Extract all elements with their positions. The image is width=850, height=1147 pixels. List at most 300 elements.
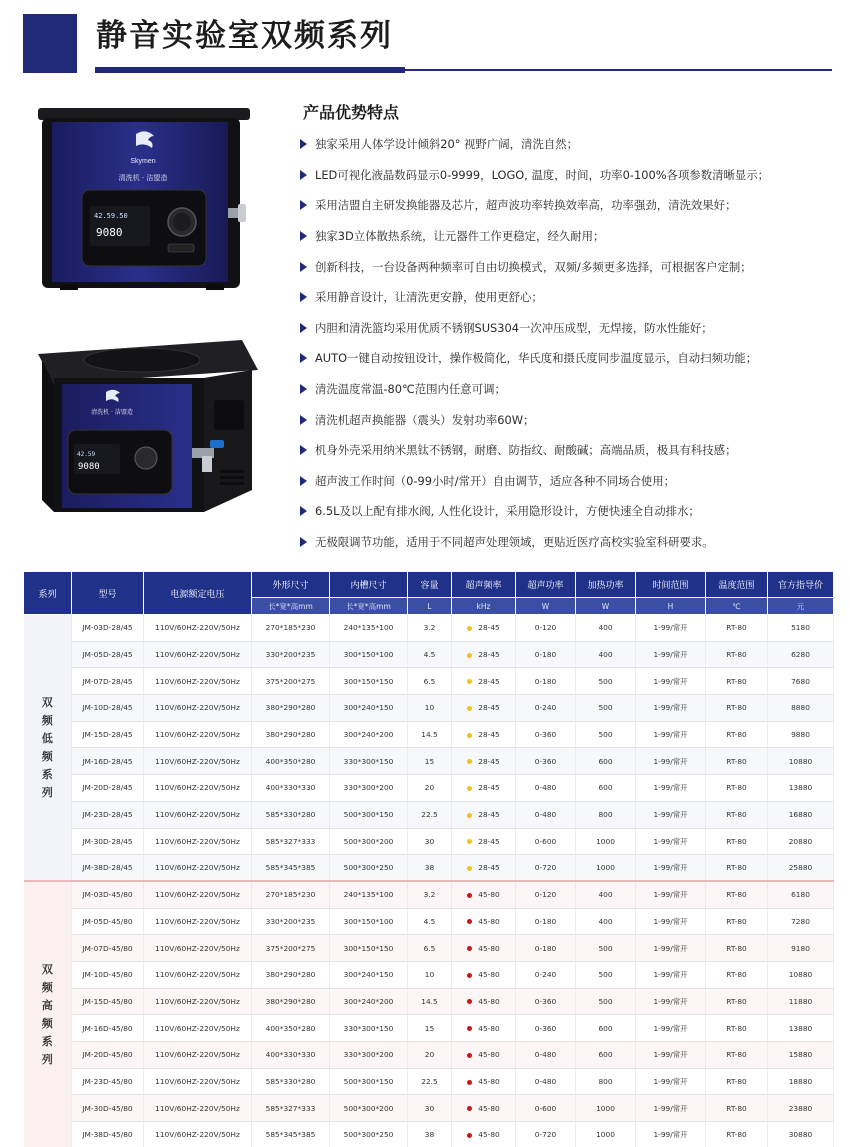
cell-time-range: 1-99/常开 (636, 721, 706, 748)
cell-heating-power: 1000 (576, 855, 636, 882)
frequency-dot-icon (467, 679, 472, 684)
cell-frequency: 28-45 (452, 748, 516, 775)
cell-voltage: 110V/60HZ-220V/50Hz (144, 935, 252, 962)
cell-voltage: 110V/60HZ-220V/50Hz (144, 1095, 252, 1122)
svg-text:9080: 9080 (78, 462, 100, 472)
cell-ultrasonic-power: 0-180 (516, 935, 576, 962)
frequency-dot-icon (467, 1053, 472, 1058)
table-row (24, 1122, 834, 1147)
cell-frequency: 45-80 (452, 1122, 516, 1147)
cell-temp-range: RT-80 (706, 775, 768, 802)
cell-temp-range: RT-80 (706, 615, 768, 642)
cell-voltage: 110V/60HZ-220V/50Hz (144, 695, 252, 722)
cell-outer-size: 585*327*333 (252, 828, 330, 855)
cell-time-range: 1-99/常开 (636, 1068, 706, 1095)
table-row (24, 908, 834, 935)
frequency-dot-icon (467, 733, 472, 738)
cell-heating-power: 600 (576, 775, 636, 802)
cell-time-range: 1-99/常开 (636, 988, 706, 1015)
table-row (24, 855, 834, 882)
cell-outer-size: 400*350*280 (252, 748, 330, 775)
cell-time-range: 1-99/常开 (636, 881, 706, 908)
cell-price: 16880 (768, 801, 834, 828)
cell-temp-range: RT-80 (706, 721, 768, 748)
cell-temp-range: RT-80 (706, 1015, 768, 1042)
cell-inner-size: 330*300*200 (330, 1042, 408, 1069)
cell-ultrasonic-power: 0-240 (516, 695, 576, 722)
cell-heating-power: 800 (576, 1068, 636, 1095)
cell-heating-power: 600 (576, 748, 636, 775)
cell-frequency: 45-80 (452, 1095, 516, 1122)
cell-capacity: 6.5 (408, 935, 452, 962)
cell-time-range: 1-99/常开 (636, 1095, 706, 1122)
col-header-temp-range: 温度范围 (706, 572, 768, 598)
brand-text: Skymen (130, 158, 156, 165)
cell-temp-range: RT-80 (706, 1095, 768, 1122)
cell-ultrasonic-power: 0-480 (516, 775, 576, 802)
cell-capacity: 22.5 (408, 801, 452, 828)
table-row (24, 615, 834, 642)
feature-item: AUTO一键自动按钮设计，操作极简化，华氏度和摄氏度同步温度显示，自动扫频功能； (300, 343, 840, 374)
svg-text:清洗机 · 洁盟造: 清洗机 · 洁盟造 (91, 409, 133, 416)
col-header-frequency: 超声频率 (452, 572, 516, 598)
features-list (300, 129, 840, 557)
bullet-triangle-icon (300, 323, 307, 333)
feature-item: 独家采用人体学设计倾斜20° 视野广阔，清洗自然； (300, 129, 840, 160)
cell-capacity: 22.5 (408, 1068, 452, 1095)
col-header-outer-size: 外形尺寸 (252, 572, 330, 598)
cell-frequency: 45-80 (452, 881, 516, 908)
cell-outer-size: 375*200*275 (252, 935, 330, 962)
spec-table (23, 571, 834, 1147)
feature-item: 采用洁盟自主研发换能器及芯片，超声波功率转换效率高，功率强劲，清洗效果好； (300, 190, 840, 221)
bullet-triangle-icon (300, 353, 307, 363)
cell-ultrasonic-power: 0-480 (516, 1068, 576, 1095)
feature-item: 采用静音设计，让清洗更安静，使用更舒心； (300, 282, 840, 313)
cell-frequency: 28-45 (452, 695, 516, 722)
bullet-triangle-icon (300, 139, 307, 149)
cell-frequency: 28-45 (452, 721, 516, 748)
cell-time-range: 1-99/常开 (636, 668, 706, 695)
table-row (24, 695, 834, 722)
cell-outer-size: 380*290*280 (252, 721, 330, 748)
cell-temp-range: RT-80 (706, 748, 768, 775)
feature-item: 创新科技，一台设备两种频率可自由切换模式，双频/多频更多选择，可根据客户定制； (300, 251, 840, 282)
cell-ultrasonic-power: 0-480 (516, 801, 576, 828)
cell-frequency: 28-45 (452, 668, 516, 695)
cell-heating-power: 1000 (576, 1095, 636, 1122)
cell-temp-range: RT-80 (706, 855, 768, 882)
cell-time-range: 1-99/常开 (636, 615, 706, 642)
cell-model: JM-03D-28/45 (72, 615, 144, 642)
cell-ultrasonic-power: 0-360 (516, 1015, 576, 1042)
cell-temp-range: RT-80 (706, 935, 768, 962)
cell-capacity: 30 (408, 828, 452, 855)
table-row (24, 828, 834, 855)
cell-temp-range: RT-80 (706, 988, 768, 1015)
cell-outer-size: 380*290*280 (252, 961, 330, 988)
cell-voltage: 110V/60HZ-220V/50Hz (144, 1015, 252, 1042)
bullet-triangle-icon (300, 384, 307, 394)
cell-heating-power: 800 (576, 801, 636, 828)
bullet-triangle-icon (300, 506, 307, 516)
cell-temp-range: RT-80 (706, 1042, 768, 1069)
cell-voltage: 110V/60HZ-220V/50Hz (144, 828, 252, 855)
cell-price: 6280 (768, 641, 834, 668)
cell-capacity: 3.2 (408, 881, 452, 908)
frequency-dot-icon (467, 973, 472, 978)
cell-temp-range: RT-80 (706, 641, 768, 668)
cell-time-range: 1-99/常开 (636, 1042, 706, 1069)
cell-inner-size: 330*300*150 (330, 748, 408, 775)
frequency-dot-icon (467, 813, 472, 818)
col-header-price: 官方指导价 (768, 572, 834, 598)
cell-frequency: 28-45 (452, 641, 516, 668)
frequency-dot-icon (467, 1106, 472, 1111)
cell-inner-size: 300*150*100 (330, 908, 408, 935)
cell-ultrasonic-power: 0-180 (516, 641, 576, 668)
cell-capacity: 14.5 (408, 721, 452, 748)
cell-heating-power: 400 (576, 615, 636, 642)
cell-inner-size: 300*240*200 (330, 988, 408, 1015)
cell-inner-size: 300*150*150 (330, 935, 408, 962)
cell-outer-size: 400*330*330 (252, 1042, 330, 1069)
cell-ultrasonic-power: 0-240 (516, 961, 576, 988)
cell-heating-power: 500 (576, 721, 636, 748)
feature-item: LED可视化液晶数码显示0-9999，LOGO, 温度，时间，功率0-100%各项参数清晰显示； (300, 160, 840, 191)
cell-voltage: 110V/60HZ-220V/50Hz (144, 1042, 252, 1069)
frequency-dot-icon (467, 626, 472, 631)
cell-ultrasonic-power: 0-120 (516, 615, 576, 642)
frequency-dot-icon (467, 1080, 472, 1085)
cell-model: JM-03D-45/80 (72, 881, 144, 908)
frequency-dot-icon (467, 919, 472, 924)
cell-price: 25880 (768, 855, 834, 882)
cell-model: JM-30D-28/45 (72, 828, 144, 855)
cell-frequency: 45-80 (452, 961, 516, 988)
cell-temp-range: RT-80 (706, 908, 768, 935)
cell-frequency: 28-45 (452, 828, 516, 855)
col-header-time-range: 时间范围 (636, 572, 706, 598)
cell-voltage: 110V/60HZ-220V/50Hz (144, 855, 252, 882)
cell-voltage: 110V/60HZ-220V/50Hz (144, 615, 252, 642)
cell-capacity: 15 (408, 1015, 452, 1042)
cell-time-range: 1-99/常开 (636, 775, 706, 802)
cell-model: JM-20D-45/80 (72, 1042, 144, 1069)
cell-capacity: 38 (408, 855, 452, 882)
cell-price: 9880 (768, 721, 834, 748)
col-header-voltage: 电源额定电压 (144, 572, 252, 615)
col-header-model: 型号 (72, 572, 144, 615)
cell-temp-range: RT-80 (706, 881, 768, 908)
cell-time-range: 1-99/常开 (636, 908, 706, 935)
table-row (24, 721, 834, 748)
frequency-dot-icon (467, 893, 472, 898)
cell-voltage: 110V/60HZ-220V/50Hz (144, 908, 252, 935)
cell-heating-power: 500 (576, 935, 636, 962)
cell-capacity: 30 (408, 1095, 452, 1122)
cell-price: 13880 (768, 1015, 834, 1042)
cell-heating-power: 1000 (576, 828, 636, 855)
cell-voltage: 110V/60HZ-220V/50Hz (144, 881, 252, 908)
cell-time-range: 1-99/常开 (636, 935, 706, 962)
cell-outer-size: 585*330*280 (252, 1068, 330, 1095)
feature-item: 清洗机超声换能器（震头）发射功率60W； (300, 404, 840, 435)
display-value: 9080 (96, 226, 123, 239)
cell-inner-size: 500*300*200 (330, 828, 408, 855)
frequency-dot-icon (467, 999, 472, 1004)
page-title: 静音实验室双频系列 (96, 18, 393, 54)
frequency-dot-icon (467, 706, 472, 711)
cell-model: JM-15D-28/45 (72, 721, 144, 748)
cell-voltage: 110V/60HZ-220V/50Hz (144, 1068, 252, 1095)
cell-heating-power: 600 (576, 1042, 636, 1069)
cell-price: 9180 (768, 935, 834, 962)
display-small: 42.59.50 (94, 212, 128, 220)
cell-model: JM-16D-45/80 (72, 1015, 144, 1042)
cell-price: 11880 (768, 988, 834, 1015)
cell-model: JM-30D-45/80 (72, 1095, 144, 1122)
frequency-dot-icon (467, 839, 472, 844)
unit-frequency: kHz (452, 598, 516, 615)
cell-ultrasonic-power: 0-180 (516, 908, 576, 935)
cell-model: JM-10D-45/80 (72, 961, 144, 988)
cell-outer-size: 585*345*385 (252, 1122, 330, 1147)
feature-item: 超声波工作时间（0-99小时/常开）自由调节，适应各种不同场合使用； (300, 466, 840, 497)
cell-time-range: 1-99/常开 (636, 1015, 706, 1042)
cell-capacity: 20 (408, 775, 452, 802)
cell-model: JM-16D-28/45 (72, 748, 144, 775)
cell-ultrasonic-power: 0-360 (516, 721, 576, 748)
cell-voltage: 110V/60HZ-220V/50Hz (144, 668, 252, 695)
frequency-dot-icon (467, 786, 472, 791)
cell-price: 7280 (768, 908, 834, 935)
cell-time-range: 1-99/常开 (636, 695, 706, 722)
cell-inner-size: 500*300*150 (330, 1068, 408, 1095)
bullet-triangle-icon (300, 445, 307, 455)
cell-ultrasonic-power: 0-600 (516, 828, 576, 855)
table-row (24, 1042, 834, 1069)
unit-time: H (636, 598, 706, 615)
cell-voltage: 110V/60HZ-220V/50Hz (144, 641, 252, 668)
cell-model: JM-23D-45/80 (72, 1068, 144, 1095)
cell-model: JM-38D-45/80 (72, 1122, 144, 1147)
unit-temp: ℃ (706, 598, 768, 615)
col-header-capacity: 容量 (408, 572, 452, 598)
cell-time-range: 1-99/常开 (636, 641, 706, 668)
table-row (24, 801, 834, 828)
frequency-dot-icon (467, 653, 472, 658)
cell-heating-power: 500 (576, 695, 636, 722)
cell-outer-size: 330*200*235 (252, 641, 330, 668)
cell-frequency: 28-45 (452, 775, 516, 802)
header-accent-bar (95, 67, 405, 73)
cell-ultrasonic-power: 0-720 (516, 855, 576, 882)
product-label: 清洗机 · 洁盟造 (118, 174, 168, 182)
cell-price: 8880 (768, 695, 834, 722)
cell-ultrasonic-power: 0-480 (516, 1042, 576, 1069)
cell-capacity: 14.5 (408, 988, 452, 1015)
feature-item: 内胆和清洗篮均采用优质不锈钢SUS304一次冲压成型，无焊接，防水性能好； (300, 313, 840, 344)
cell-time-range: 1-99/常开 (636, 1122, 706, 1147)
cell-voltage: 110V/60HZ-220V/50Hz (144, 775, 252, 802)
cell-inner-size: 500*300*150 (330, 801, 408, 828)
cell-ultrasonic-power: 0-360 (516, 748, 576, 775)
cell-inner-size: 330*300*200 (330, 775, 408, 802)
cell-ultrasonic-power: 0-720 (516, 1122, 576, 1147)
cell-inner-size: 240*135*100 (330, 881, 408, 908)
cell-inner-size: 300*150*150 (330, 668, 408, 695)
series-label: 双频高频系列 (24, 881, 72, 1147)
cell-outer-size: 400*330*330 (252, 775, 330, 802)
col-header-heating-power: 加热功率 (576, 572, 636, 598)
cell-capacity: 38 (408, 1122, 452, 1147)
cell-outer-size: 585*345*385 (252, 855, 330, 882)
col-header-inner-size: 内槽尺寸 (330, 572, 408, 598)
table-row (24, 881, 834, 908)
cell-outer-size: 270*185*230 (252, 615, 330, 642)
table-row (24, 961, 834, 988)
cell-model: JM-05D-28/45 (72, 641, 144, 668)
bullet-triangle-icon (300, 200, 307, 210)
bullet-triangle-icon (300, 292, 307, 302)
cell-time-range: 1-99/常开 (636, 855, 706, 882)
cell-ultrasonic-power: 0-180 (516, 668, 576, 695)
cell-model: JM-05D-45/80 (72, 908, 144, 935)
cell-frequency: 45-80 (452, 1068, 516, 1095)
cell-model: JM-23D-28/45 (72, 801, 144, 828)
svg-text:42.59: 42.59 (77, 451, 96, 458)
product-image-front (38, 108, 250, 298)
cell-inner-size: 500*300*200 (330, 1095, 408, 1122)
cell-price: 20880 (768, 828, 834, 855)
table-group-low-frequency (24, 615, 834, 882)
cell-frequency: 45-80 (452, 1042, 516, 1069)
cell-time-range: 1-99/常开 (636, 748, 706, 775)
cell-price: 10880 (768, 961, 834, 988)
table-row (24, 641, 834, 668)
unit-capacity: L (408, 598, 452, 615)
table-row (24, 1068, 834, 1095)
unit-ultrasonic-power: W (516, 598, 576, 615)
feature-item: 独家3D立体散热系统，让元器件工作更稳定，经久耐用； (300, 221, 840, 252)
cell-heating-power: 500 (576, 961, 636, 988)
cell-temp-range: RT-80 (706, 961, 768, 988)
cell-inner-size: 300*240*150 (330, 695, 408, 722)
frequency-dot-icon (467, 759, 472, 764)
cell-model: JM-38D-28/45 (72, 855, 144, 882)
frequency-dot-icon (467, 1026, 472, 1031)
cell-temp-range: RT-80 (706, 1122, 768, 1147)
col-header-ultrasonic-power: 超声功率 (516, 572, 576, 598)
cell-capacity: 10 (408, 695, 452, 722)
cell-temp-range: RT-80 (706, 801, 768, 828)
cell-capacity: 10 (408, 961, 452, 988)
cell-heating-power: 600 (576, 1015, 636, 1042)
bullet-triangle-icon (300, 170, 307, 180)
cell-price: 7680 (768, 668, 834, 695)
cell-outer-size: 585*330*280 (252, 801, 330, 828)
cell-model: JM-07D-45/80 (72, 935, 144, 962)
cell-temp-range: RT-80 (706, 1068, 768, 1095)
table-row (24, 775, 834, 802)
cell-capacity: 3.2 (408, 615, 452, 642)
cell-price: 6180 (768, 881, 834, 908)
cell-heating-power: 400 (576, 641, 636, 668)
cell-model: JM-10D-28/45 (72, 695, 144, 722)
cell-capacity: 4.5 (408, 908, 452, 935)
bullet-triangle-icon (300, 262, 307, 272)
cell-capacity: 6.5 (408, 668, 452, 695)
cell-model: JM-15D-45/80 (72, 988, 144, 1015)
table-group-high-frequency (24, 881, 834, 1147)
cell-voltage: 110V/60HZ-220V/50Hz (144, 721, 252, 748)
cell-frequency: 45-80 (452, 935, 516, 962)
cell-voltage: 110V/60HZ-220V/50Hz (144, 961, 252, 988)
cell-frequency: 45-80 (452, 988, 516, 1015)
cell-price: 18880 (768, 1068, 834, 1095)
col-header-series: 系列 (24, 572, 72, 615)
frequency-dot-icon (467, 1133, 472, 1138)
cell-heating-power: 400 (576, 881, 636, 908)
feature-item: 无极限调节功能，适用于不同超声处理领域，更贴近医疗高校实验室科研要求。 (300, 527, 840, 558)
cell-capacity: 15 (408, 748, 452, 775)
cell-price: 15880 (768, 1042, 834, 1069)
table-row (24, 1015, 834, 1042)
cell-outer-size: 330*200*235 (252, 908, 330, 935)
cell-heating-power: 500 (576, 988, 636, 1015)
frequency-dot-icon (467, 866, 472, 871)
table-row (24, 935, 834, 962)
table-row (24, 988, 834, 1015)
cell-frequency: 45-80 (452, 1015, 516, 1042)
unit-outer-size: 长*宽*高mm (252, 598, 330, 615)
unit-price: 元 (768, 598, 834, 615)
cell-time-range: 1-99/常开 (636, 961, 706, 988)
cell-model: JM-07D-28/45 (72, 668, 144, 695)
cell-inner-size: 240*135*100 (330, 615, 408, 642)
cell-frequency: 28-45 (452, 801, 516, 828)
cell-voltage: 110V/60HZ-220V/50Hz (144, 748, 252, 775)
cell-outer-size: 270*185*230 (252, 881, 330, 908)
cell-inner-size: 330*300*150 (330, 1015, 408, 1042)
cell-model: JM-20D-28/45 (72, 775, 144, 802)
product-image-angled (32, 330, 260, 530)
table-row (24, 1095, 834, 1122)
cell-heating-power: 1000 (576, 1122, 636, 1147)
bullet-triangle-icon (300, 415, 307, 425)
cell-frequency: 45-80 (452, 908, 516, 935)
bullet-triangle-icon (300, 476, 307, 486)
cell-ultrasonic-power: 0-600 (516, 1095, 576, 1122)
cell-capacity: 4.5 (408, 641, 452, 668)
cell-inner-size: 500*300*250 (330, 855, 408, 882)
cell-outer-size: 380*290*280 (252, 988, 330, 1015)
cell-price: 5180 (768, 615, 834, 642)
series-label: 双频低频系列 (24, 615, 72, 882)
header-accent-block (23, 14, 77, 73)
cell-temp-range: RT-80 (706, 695, 768, 722)
bullet-triangle-icon (300, 537, 307, 547)
cell-ultrasonic-power: 0-120 (516, 881, 576, 908)
table-row (24, 668, 834, 695)
unit-heating-power: W (576, 598, 636, 615)
cell-inner-size: 300*240*150 (330, 961, 408, 988)
cell-inner-size: 300*150*100 (330, 641, 408, 668)
cell-frequency: 28-45 (452, 855, 516, 882)
cell-frequency: 28-45 (452, 615, 516, 642)
cell-voltage: 110V/60HZ-220V/50Hz (144, 1122, 252, 1147)
